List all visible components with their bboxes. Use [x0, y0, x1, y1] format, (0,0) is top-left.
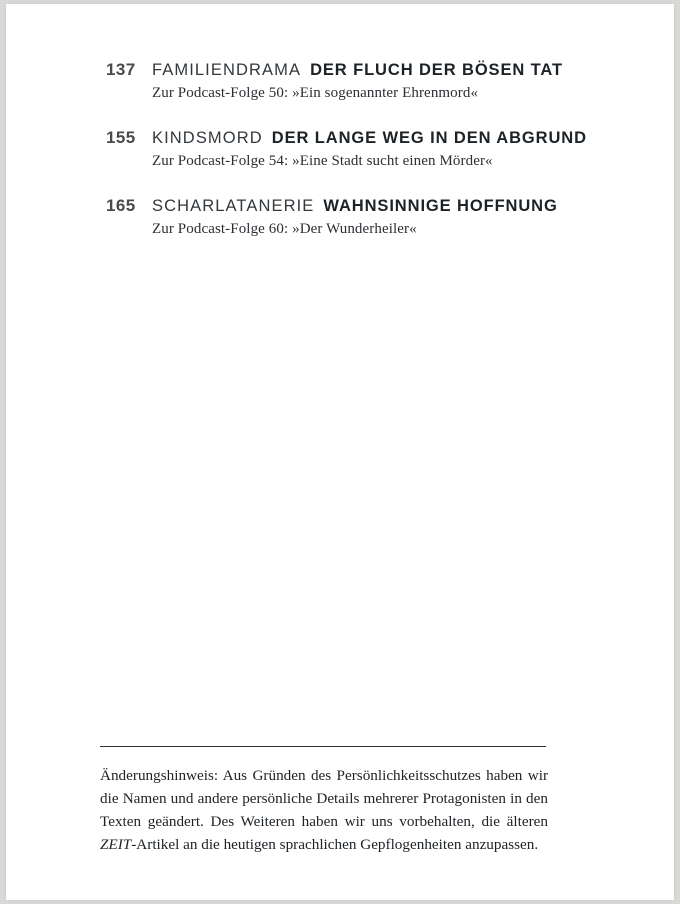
toc-page-number: 137: [106, 60, 136, 79]
toc-title: DER LANGE WEG IN DEN ABGRUND: [271, 129, 587, 147]
toc-subtitle: Zur Podcast-Folge 60: »Der Wunderheiler«: [152, 221, 417, 237]
toc-entry[interactable]: [106, 128, 626, 170]
book-page: [6, 4, 674, 900]
table-of-contents: [106, 60, 626, 264]
change-notice-italic: ZEIT: [100, 836, 132, 854]
toc-page-number: 165: [106, 196, 136, 215]
toc-category: FAMILIENDRAMA: [152, 61, 302, 79]
toc-subtitle: Zur Podcast-Folge 54: »Eine Stadt sucht einen Mörder«: [152, 153, 493, 169]
toc-page-number: 155: [106, 128, 136, 147]
toc-entry-heading: [106, 196, 626, 216]
change-notice-part2: -Artikel an die heutigen sprachlichen Gepflogenheiten anzupassen.: [131, 836, 539, 854]
note-divider: [100, 746, 546, 747]
toc-category: KINDSMORD: [152, 129, 263, 147]
toc-entry[interactable]: [106, 60, 626, 102]
toc-entry[interactable]: [106, 196, 626, 238]
change-notice: [100, 764, 548, 856]
toc-title: DER FLUCH DER BÖSEN TAT: [310, 61, 563, 79]
toc-title: WAHNSINNIGE HOFFNUNG: [323, 197, 558, 215]
toc-subtitle: Zur Podcast-Folge 50: »Ein sogenannter Ehrenmord«: [152, 85, 479, 101]
toc-entry-heading: [106, 128, 626, 148]
change-notice-part1: Änderungshinweis: Aus Gründen des Persönlichkeitsschutzes haben wir die Namen und andere persönliche Details mehrerer Protagonisten in den Texten geändert. Des Weiteren haben wir uns vorbehalten, die älteren: [100, 767, 548, 831]
toc-entry-heading: [106, 60, 626, 80]
toc-category: SCHARLATANERIE: [152, 197, 315, 215]
